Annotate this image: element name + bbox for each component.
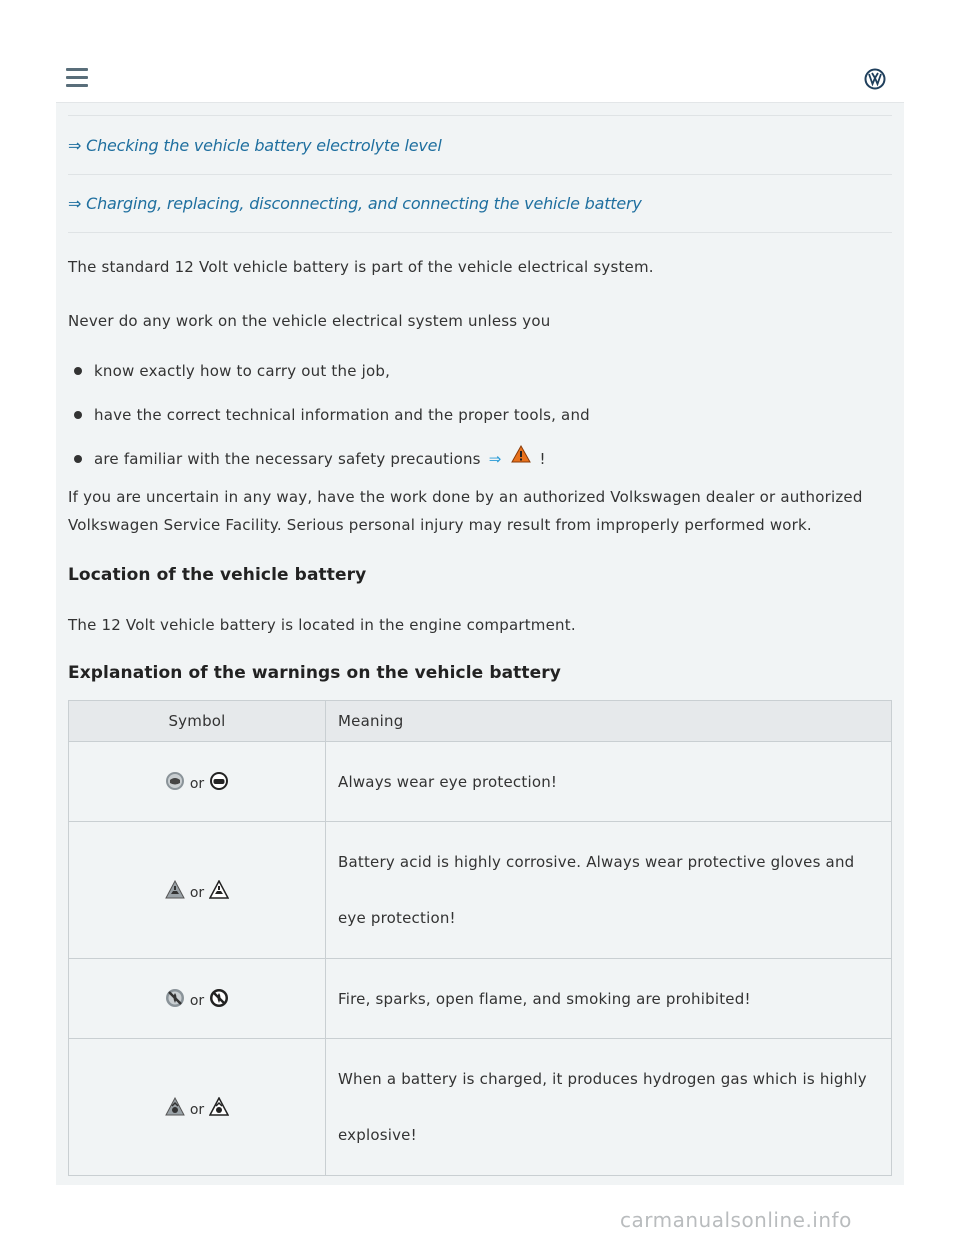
top-bar bbox=[56, 56, 904, 103]
meaning-cell: Fire, sparks, open flame, and smoking are prohibited! bbox=[326, 959, 892, 1039]
bullet-icon bbox=[74, 455, 82, 463]
or-text: or bbox=[189, 884, 205, 901]
warning-triangle-icon[interactable] bbox=[511, 445, 531, 463]
meaning-cell: When a battery is charged, it produces hydrogen gas which is highly explosive! bbox=[326, 1039, 892, 1176]
warning-symbols-table bbox=[68, 700, 892, 1176]
list-item bbox=[72, 357, 590, 401]
symbol-cell bbox=[69, 1039, 326, 1176]
explosive-gas-alt-icon bbox=[209, 1097, 229, 1117]
table-row bbox=[69, 959, 892, 1039]
explosive-gas-icon bbox=[165, 1097, 185, 1117]
uncertain-text: If you are uncertain in any way, have the work done by an authorized Volkswagen dealer or authorized Volkswagen Service Facility. Serious personal injury may result from improperly performed work. bbox=[68, 488, 863, 534]
symbol-cell bbox=[69, 742, 326, 822]
table-row bbox=[69, 822, 892, 959]
xref-electrolyte-link[interactable]: ⇒ Checking the vehicle battery electrolyte level bbox=[68, 135, 442, 155]
xref-charging-link[interactable]: ⇒ Charging, replacing, disconnecting, and connecting the vehicle battery bbox=[68, 194, 642, 213]
no-fire-alt-icon bbox=[209, 988, 229, 1008]
symbol-cell bbox=[69, 959, 326, 1039]
xref-electrolyte[interactable] bbox=[68, 115, 892, 174]
or-text: or bbox=[189, 993, 205, 1009]
location-text: The 12 Volt vehicle battery is located in the engine compartment. bbox=[68, 616, 576, 634]
table-row bbox=[69, 1039, 892, 1176]
or-text: or bbox=[189, 1101, 205, 1118]
safety-link[interactable]: ⇒ bbox=[488, 450, 502, 468]
or-text: or bbox=[189, 776, 205, 792]
bullet-icon bbox=[74, 367, 82, 375]
watermark: carmanualsonline.info bbox=[620, 1208, 852, 1232]
table-row bbox=[69, 742, 892, 822]
menu-icon[interactable] bbox=[66, 68, 88, 88]
bullet-exclaim: ! bbox=[539, 450, 546, 468]
meaning-cell: Always wear eye protection! bbox=[326, 742, 892, 822]
meaning-cell: Battery acid is highly corrosive. Always wear protective gloves and eye protection! bbox=[326, 822, 892, 959]
precaution-list bbox=[72, 357, 590, 489]
explanation-heading: Explanation of the warnings on the vehicle battery bbox=[68, 663, 561, 683]
no-fire-icon bbox=[165, 988, 185, 1008]
corrosive-acid-icon bbox=[165, 880, 185, 900]
meaning-header: Meaning bbox=[326, 701, 892, 742]
intro-text: The standard 12 Volt vehicle battery is part of the vehicle electrical system. bbox=[68, 258, 654, 276]
corrosive-acid-alt-icon bbox=[209, 880, 229, 900]
bullet-text: know exactly how to carry out the job, bbox=[94, 362, 391, 380]
location-heading: Location of the vehicle battery bbox=[68, 565, 367, 585]
eye-protection-alt-icon bbox=[209, 771, 229, 791]
list-item bbox=[72, 401, 590, 445]
symbol-cell bbox=[69, 822, 326, 959]
bullet-icon bbox=[74, 411, 82, 419]
xref-charging[interactable] bbox=[68, 174, 892, 233]
never-text: Never do any work on the vehicle electrical system unless you bbox=[68, 312, 551, 330]
eye-protection-icon bbox=[165, 771, 185, 791]
bullet-text: have the correct technical information and the proper tools, and bbox=[94, 406, 590, 424]
bullet-text: are familiar with the necessary safety precautions bbox=[94, 450, 481, 468]
content-area bbox=[56, 103, 904, 1185]
vw-logo-icon[interactable] bbox=[864, 68, 886, 90]
symbol-header: Symbol bbox=[69, 701, 326, 742]
